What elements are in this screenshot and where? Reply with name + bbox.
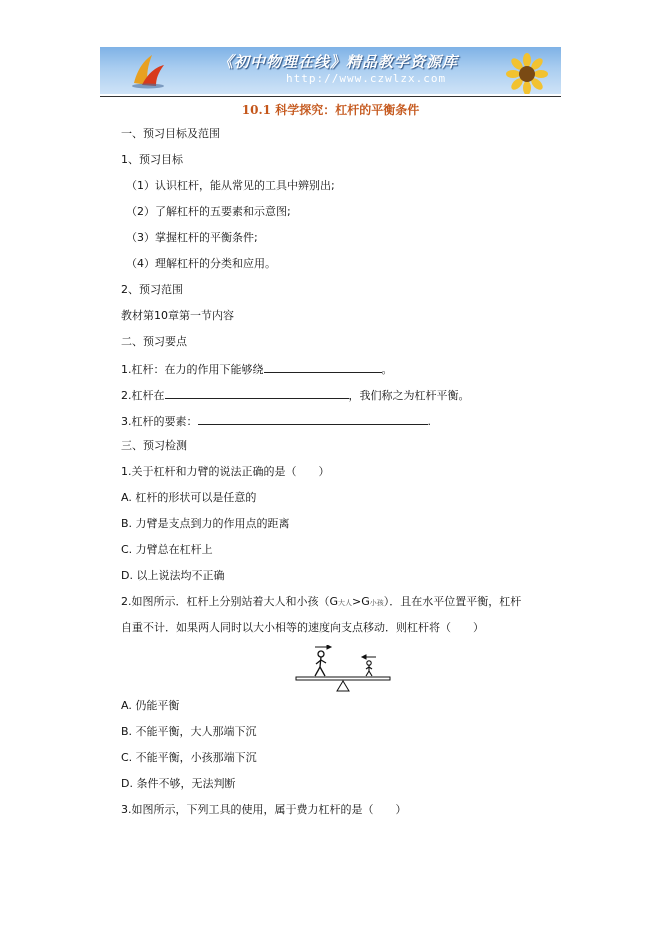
fill-blank[interactable] [264,361,382,373]
question-1: 1.关于杠杆和力臂的说法正确的是（ ） [121,465,330,478]
question-2-text: ）．且在水平位置平衡，杠杆 [383,595,522,608]
question-2-line-2: 自重不计．如果两人同时以大小相等的速度向支点移动．则杠杆将（ ） [121,621,484,634]
section-title: 三、预习检测 [121,439,187,452]
seesaw-figure [294,645,392,695]
banner-url[interactable]: http://www.czwlzx.com [286,72,447,85]
point-2-text: 2.杠杆在 [121,389,165,402]
point-1-text: 1.杠杆：在力的作用下能够绕 [121,363,264,376]
question-2-text: 2.如图所示．杠杆上分别站着大人和小孩（G [121,595,339,608]
point-3-end: . [427,415,431,428]
lever-plank [296,677,390,680]
subscript-adult: 大人 [338,599,353,607]
fulcrum-icon [337,681,349,691]
section-title: 一、预习目标及范围 [121,127,220,140]
option-d: D. 条件不够，无法判断 [121,777,236,790]
child-arrow-icon [362,655,376,659]
goal-item: （3）掌握杠杆的平衡条件; [126,231,258,244]
page-title: 10.1 科学探究：杠杆的平衡条件 [241,103,420,117]
section-title: 二、预习要点 [121,335,187,348]
fill-blank[interactable] [198,413,428,425]
option-b: B. 力臂是支点到力的作用点的距离 [121,517,290,530]
sunflower-icon [505,52,549,94]
option-a: A. 杠杆的形状可以是任意的 [121,491,257,504]
question-3: 3.如图所示，下列工具的使用，属于费力杠杆的是（ ） [121,803,407,816]
greater-than: >G [352,595,370,608]
option-c: C. 不能平衡，小孩那端下沉 [121,751,257,764]
header-banner [100,47,561,94]
point-1 [121,361,393,377]
scope-text: 教材第10章第一节内容 [121,309,234,322]
child-figure [366,661,372,676]
adult-figure [315,651,326,676]
subscript-child: 小孩 [369,599,384,607]
goal-item: （1）认识杠杆，能从常见的工具中辨别出; [126,179,335,192]
site-logo-icon [128,53,168,89]
point-3 [121,413,431,429]
option-b: B. 不能平衡，大人那端下沉 [121,725,257,738]
banner-title: 《初中物理在线》精品教学资源库 [218,53,459,71]
subsection-title: 2、预习范围 [121,283,183,296]
subsection-title: 1、预习目标 [121,153,183,166]
point-2 [121,387,470,403]
point-3-text: 3.杠杆的要素： [121,415,198,428]
header-rule [100,96,561,97]
goal-item: （2）了解杠杆的五要素和示意图; [126,205,291,218]
goal-item: （4）理解杠杆的分类和应用。 [126,257,276,270]
option-a: A. 仍能平衡 [121,699,180,712]
point-1-end: 。 [381,363,393,376]
question-2-line-1 [121,595,521,610]
option-c: C. 力臂总在杠杆上 [121,543,213,556]
option-d: D. 以上说法均不正确 [121,569,225,582]
point-2-end: ，我们称之为杠杆平衡。 [348,389,470,402]
fill-blank[interactable] [165,387,349,399]
adult-arrow-icon [315,645,331,649]
